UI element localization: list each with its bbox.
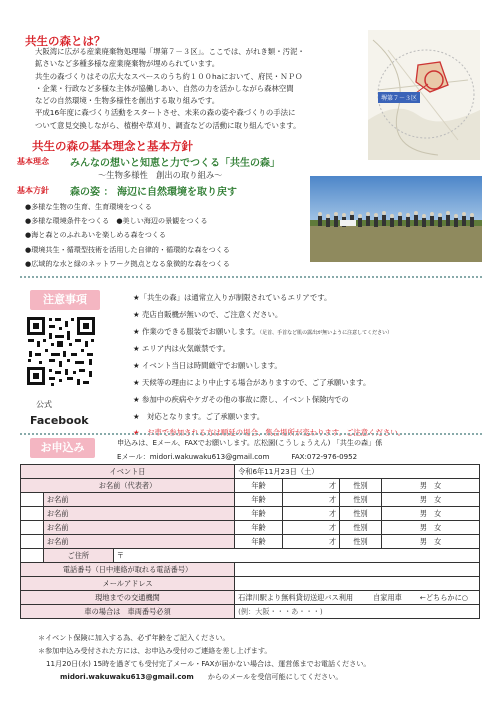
transport-option-bus[interactable]: 石津川駅より無料貸切送迎バス利用 (238, 592, 354, 602)
rep-name-label: お名前（代表者） (21, 479, 235, 493)
facebook-qr-code[interactable] (25, 315, 97, 387)
age-input[interactable]: 才 (283, 521, 340, 535)
age-input[interactable]: 才 (283, 507, 340, 521)
rinen-sub: ～生物多様性 創出の取り組み～ (98, 170, 223, 180)
footer-line: ＊参加申込み受付された方には、お申込み受付のご連絡を差し上げます。 (38, 645, 272, 655)
intro-line: などの自然環境・生物多様性を創出する取り組みです。 (35, 96, 220, 106)
form-row-phone (21, 563, 480, 577)
notice-list (133, 290, 478, 442)
event-label: イベント日 (21, 465, 235, 479)
apply-email[interactable]: midori.wakuwaku613@gmail.com (149, 452, 270, 461)
gender-label: 性別 (340, 507, 382, 521)
policy-item: ●海と森とのふれあいを楽しめる森をつくる (25, 230, 166, 240)
transport-label: 現地までの交通機関 (21, 591, 235, 605)
form-row-participant (21, 535, 480, 549)
transport-option-car[interactable]: 自家用車 (373, 592, 402, 602)
intro-title: 共生の森とは？ (25, 34, 106, 48)
age-label: 年齢 (235, 507, 283, 521)
gender-label: 性別 (340, 535, 382, 549)
car-input[interactable]: (例：大阪・・・あ・・・) (235, 605, 480, 619)
policy-item: ●環境共生・循環型技術を活用した自律的・循環的な森をつくる (25, 244, 230, 254)
qr-caption-facebook[interactable]: Facebook (30, 414, 89, 427)
mail-label: メールアドレス (21, 577, 235, 591)
age-label: 年齢 (235, 479, 283, 493)
houshin-text: 森の姿 ： 海辺に自然環境を取り戻す (70, 187, 237, 198)
area-map (368, 30, 480, 160)
form-row-representative (21, 479, 480, 493)
apply-contact (117, 452, 357, 462)
form-row-event (21, 465, 480, 479)
application-form (20, 464, 480, 619)
divider (20, 433, 482, 435)
notice-item: ★「共生の森」は通常立入りが制限されているエリアです。 (133, 293, 332, 302)
policy-item: ●広域的な水と緑のネットワーク拠点となる象徴的な森をつくる (25, 258, 230, 268)
gender-select[interactable]: 男 女 (382, 479, 480, 493)
clothing-note: （足首、手首など肌の露出が無いように注意してください） (259, 329, 393, 336)
gender-select[interactable]: 男 女 (382, 521, 480, 535)
intro-text (35, 46, 365, 132)
name-label: お名前 (43, 521, 234, 535)
age-input[interactable]: 才 (283, 479, 340, 493)
notice-item: ★ 参加中の疾病やケガその他の事故に際し、イベント保険内での (133, 394, 349, 404)
gender-label: 性別 (340, 521, 382, 535)
form-row-participant (21, 507, 480, 521)
map-label: 堺第７－３区 (378, 92, 420, 103)
car-label: 車の場合は 車両番号必須 (21, 605, 235, 619)
notice-item: ★ エリア内は火気厳禁です。 (133, 344, 231, 354)
intro-line: 平成16年度に森づくり活動をスタートさせ、未来の森の姿や森づくりの手法に (35, 108, 296, 118)
group-photo (310, 176, 482, 262)
gender-label: 性別 (340, 479, 382, 493)
intro-line: 大阪湾に広がる産業廃棄物処理場「堺第７－３区」。ここでは、がれき類・汚泥・ (35, 47, 305, 56)
address-input[interactable]: 〒 (113, 549, 479, 563)
qr-caption-1: 公式 (36, 400, 52, 409)
age-input[interactable]: 才 (283, 535, 340, 549)
notice-item: ★ 作業のできる服装でお願いします。（足首、手首など肌の露出が無いように注意してください） (133, 326, 393, 336)
form-row-participant (21, 493, 480, 507)
name-label: お名前 (43, 507, 234, 521)
footer-email-note: からのメールを受信可能にしてください。 (207, 672, 343, 681)
form-row-transport (21, 591, 480, 605)
email-label: Eメール： (117, 452, 150, 461)
policy-list (25, 200, 230, 271)
intro-line: 共生の森づくりはその広大なスペースのうち約１００haにおいて、府民・ＮＰＯ (35, 71, 303, 81)
photo-drawing (310, 176, 482, 262)
footer-email-line (60, 672, 342, 682)
intro-line: 鉱さいなど多種多様な産業廃棄物が埋められています。 (35, 59, 220, 69)
footer-line: 11月20日(水) 15時を過ぎても受付完了メール・FAXが届かない場合は、運営係までお電話ください。 (46, 658, 371, 668)
divider (20, 276, 482, 278)
notice-item: ★ 対応となります。ご了承願います。 (133, 411, 265, 421)
intro-line: ついて意見交換しながら、植樹や草刈り、調査などの活動に取り組んでいます。 (35, 120, 301, 130)
footer-line: ＊イベント保険に加入する為、必ず年齢をご記入ください。 (38, 633, 230, 642)
mail-input[interactable] (235, 577, 480, 591)
notice-label: 注意事項 (30, 290, 100, 310)
event-value: 令和6年11月23日（土） (235, 465, 480, 479)
name-label: お名前 (43, 493, 234, 507)
gender-select[interactable]: 男 女 (382, 493, 480, 507)
footer-notes (38, 632, 371, 670)
form-row-address (21, 549, 480, 563)
age-input[interactable]: 才 (283, 493, 340, 507)
policy-title: 共生の森の基本理念と基本方針 (32, 139, 193, 153)
phone-input[interactable] (235, 563, 480, 577)
form-row-email (21, 577, 480, 591)
notice-item: ★ 売店自販機が無いので、ご注意ください。 (133, 309, 283, 319)
phone-label: 電話番号（日中連絡が取れる電話番号） (21, 563, 235, 577)
apply-fax: FAX:072-976-0952 (291, 452, 358, 461)
rinen-text: みんなの想いと知恵と力でつくる「共生の森」 (70, 158, 280, 169)
gender-label: 性別 (340, 493, 382, 507)
name-label: お名前 (43, 535, 234, 549)
gender-select[interactable]: 男 女 (382, 535, 480, 549)
form-row-car (21, 605, 480, 619)
transport-note: ←どちらかに○ (419, 592, 469, 602)
houshin-label: 基本方針 (17, 186, 49, 195)
qr-code-drawing (25, 315, 97, 387)
form-row-participant (21, 521, 480, 535)
intro-line: ・企業・行政など多様な主体が協働しあい、自然の力を活かしながら森林空間 (35, 83, 294, 93)
policy-item: ●多様な環境条件をつくる ●美しい海辺の景観をつくる (25, 216, 208, 226)
address-label: ご住所 (43, 549, 113, 563)
apply-line1: 申込みは、Eメール、FAXでお願いします。広松園(こうしょうえん) 「共生の森」係 (117, 438, 383, 447)
footer-email[interactable]: midori.wakuwaku613@gmail.com (60, 672, 194, 681)
age-label: 年齢 (235, 493, 283, 507)
apply-label: お申込み (30, 438, 95, 458)
transport-options[interactable] (235, 591, 480, 605)
rinen-label: 基本理念 (17, 157, 49, 166)
policy-item: ●多様な生物の生育、生育環境をつくる (25, 202, 152, 211)
notice-item: ★ イベント当日は時間厳守でお願いします。 (133, 361, 282, 371)
notice-item: ★ 天候等の理由により中止する場合がありますので、ご了承願います。 (133, 377, 371, 387)
notice-item-warning: ★ お車で参加される方は順延の場合、集合場所が変わります。ご注意ください。 (133, 428, 406, 438)
gender-select[interactable]: 男 女 (382, 507, 480, 521)
age-label: 年齢 (235, 535, 283, 549)
age-label: 年齢 (235, 521, 283, 535)
